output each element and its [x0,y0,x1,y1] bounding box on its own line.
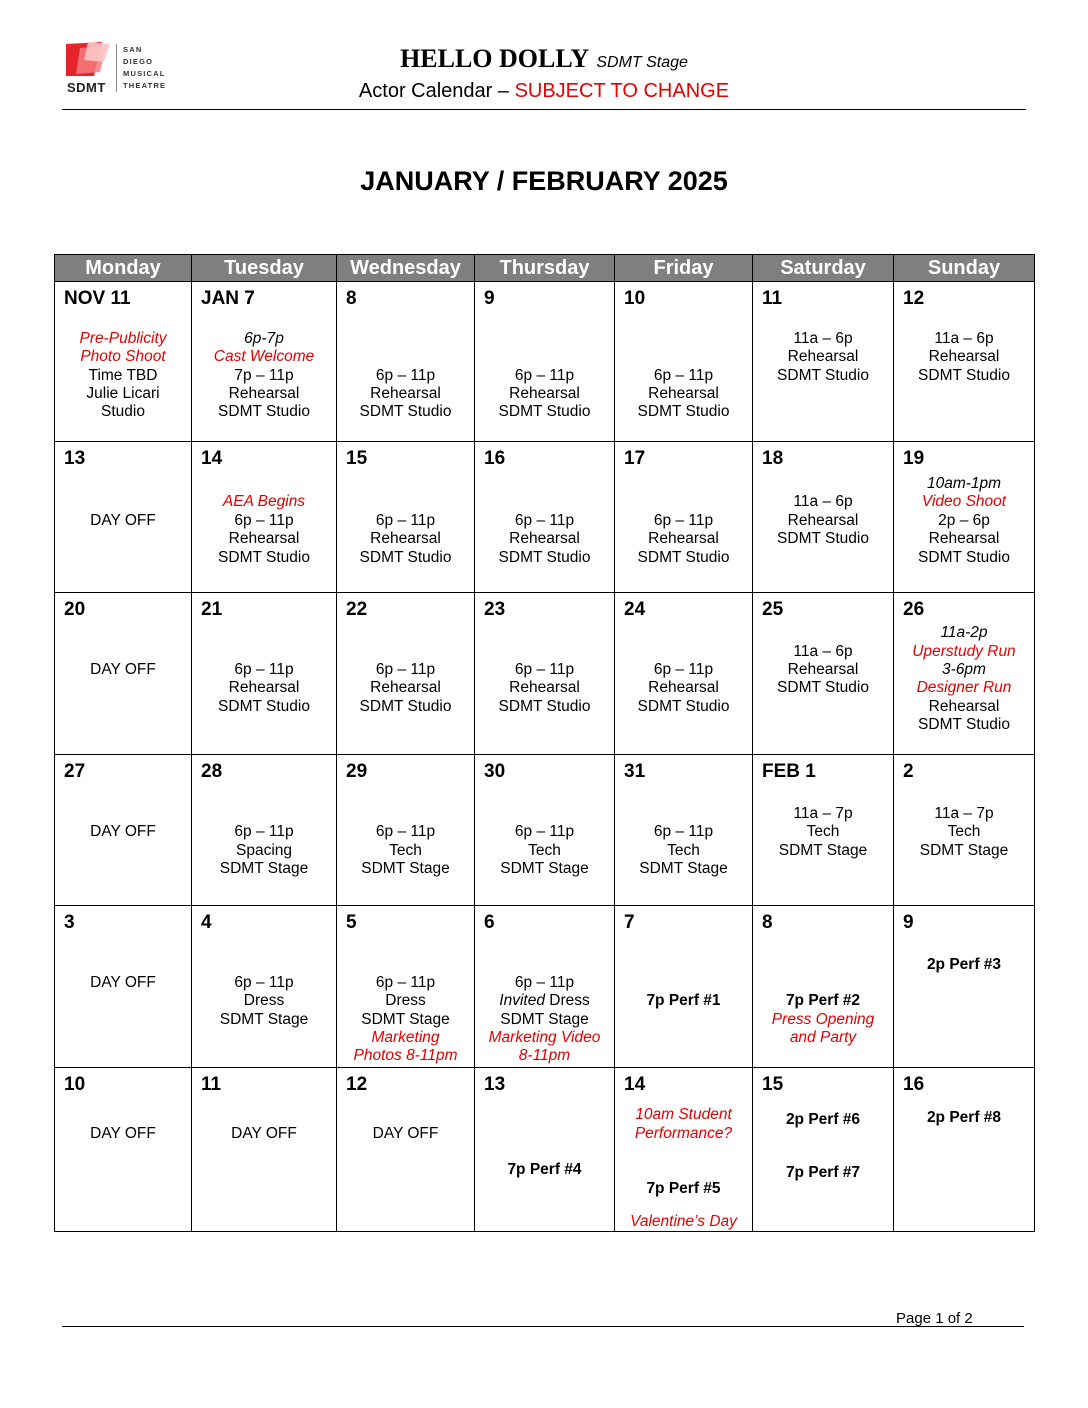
event-line: 6p – 11p [514,367,575,384]
event-line: Cast Welcome [213,348,315,365]
day-cell [894,755,1035,906]
day-date: 24 [624,599,646,620]
weekday-header: Saturday [753,255,894,282]
event-line: AEA Begins [222,493,306,510]
week-row [55,593,1035,755]
calendar-table [54,254,1035,1232]
event-line: Rehearsal [648,385,719,402]
day-date: 31 [624,761,646,782]
day-date: 14 [201,448,223,469]
event-line: SDMT Studio [359,549,452,566]
event-line: SDMT Stage [361,860,450,877]
event-line: SDMT Studio [218,403,310,420]
event-line: Tech [389,842,422,859]
event-line-italic: Invited [499,992,545,1009]
day-date: 6 [484,912,495,933]
event-line: 11a – 6p [793,330,853,347]
day-cell [615,1068,753,1232]
day-cell [475,593,615,755]
day-date: 29 [346,761,368,782]
event-line: SDMT Studio [777,367,869,384]
weekday-header: Tuesday [192,255,337,282]
day-cell [55,1068,192,1232]
weekday-header: Friday [615,255,753,282]
event-line: Rehearsal [228,679,300,696]
day-date: 20 [64,599,86,620]
day-date: 15 [762,1074,784,1095]
event-line: 6p – 11p [234,661,294,678]
day-cell [475,442,615,593]
event-line: Rehearsal [370,530,441,547]
event-line: SDMT Stage [500,1011,589,1028]
day-date: 10 [624,288,646,309]
event-line: Rehearsal [787,348,859,365]
logo-word: DIEGO [123,57,154,66]
show-title: HELLO DOLLY [400,44,590,73]
day-cell [753,442,894,593]
event-line: SDMT Stage [361,1011,450,1028]
day-cell [615,593,753,755]
event-line: 6p – 11p [234,974,294,991]
event-line: Performance? [634,1125,733,1142]
day-date: 15 [346,448,368,469]
event-line: 7p Perf #2 [785,992,861,1009]
event-line: Rehearsal [787,661,859,678]
day-cell [337,1068,475,1232]
event-line: 6p – 11p [653,661,714,678]
day-date: 25 [762,599,784,620]
event-line: 11a – 6p [934,330,994,347]
event-line: 11a – 7p [793,805,853,822]
day-cell [55,906,192,1068]
day-date: 9 [484,288,495,309]
event-line: Rehearsal [928,530,1000,547]
event-line: Uperstudy Run [912,643,1016,660]
weekday-header: Monday [55,255,192,282]
day-cell [55,442,192,593]
day-date: 23 [484,599,506,620]
day-cell [753,755,894,906]
event-line: Rehearsal [228,530,300,547]
day-date: FEB 1 [762,761,816,782]
weekday-header: Sunday [894,255,1035,282]
day-date: 21 [201,599,223,620]
day-cell [192,282,337,442]
day-cell [192,906,337,1068]
event-line: Tech [806,823,840,840]
event-line: Marketing Video [488,1029,601,1046]
day-date: 5 [346,912,357,933]
day-cell [615,282,753,442]
event-line: 7p Perf #7 [785,1164,861,1181]
event-line: Rehearsal [509,385,580,402]
day-date: 12 [903,288,925,309]
event-line: 10am-1pm [926,475,1002,492]
event-line: SDMT Studio [637,698,730,715]
event-line: 6p-7p [244,330,284,347]
event-line: 6p – 11p [653,512,714,529]
event-line: Dress [385,992,426,1009]
day-cell [894,593,1035,755]
event-line: 11a-2p [940,624,988,641]
event-line: 6p – 11p [375,823,436,840]
day-cell [615,442,753,593]
event-line: SDMT Studio [777,679,869,696]
day-cell [475,755,615,906]
week-row [55,755,1035,906]
event-line: 11a – 6p [793,643,853,660]
event-line: Pre-Publicity [79,330,167,347]
event-line: 6p – 11p [375,974,436,991]
day-date: 8 [762,912,773,933]
event-line: Designer Run [916,679,1012,696]
event-line: Photo Shoot [80,348,166,365]
document-header [0,43,1088,104]
event-line: 10am Student [635,1106,732,1123]
week-row [55,282,1035,442]
day-cell [192,442,337,593]
event-line: 6p – 11p [234,512,294,529]
event-line: SDMT Studio [359,403,452,420]
event-line: Tech [528,842,561,859]
day-cell [337,442,475,593]
event-line: Rehearsal [370,385,441,402]
subtitle-alert: SUBJECT TO CHANGE [514,80,730,102]
weekday-header: Thursday [475,255,615,282]
event-line: SDMT Studio [918,549,1010,566]
event-line: Rehearsal [509,530,580,547]
event-line: Rehearsal [928,348,1000,365]
footer-divider [62,1326,1024,1327]
event-line: DAY OFF [90,1125,156,1142]
day-date: 2 [903,761,914,782]
day-date: 11 [201,1074,222,1095]
day-date: NOV 11 [64,288,131,309]
event-line: Julie Licari [86,385,160,402]
event-line: DAY OFF [90,823,156,840]
event-line: 11a – 6p [793,493,853,510]
day-date: 16 [903,1074,925,1095]
event-line: 6p – 11p [653,823,714,840]
event-line: SDMT Studio [218,698,310,715]
event-line: 11a – 7p [934,805,994,822]
event-line: 6p – 11p [375,661,436,678]
day-date: 12 [346,1074,368,1095]
event-line: DAY OFF [90,974,156,991]
day-cell [475,1068,615,1232]
event-line: SDMT Stage [778,842,868,859]
event-line: 2p Perf #3 [926,956,1002,973]
event-line: SDMT Studio [359,698,452,715]
day-date: 19 [903,448,925,469]
event-line: 2p Perf #6 [785,1111,861,1128]
day-cell [753,906,894,1068]
day-cell [615,755,753,906]
event-line: 6p – 11p [514,823,575,840]
event-line: Tech [667,842,700,859]
day-date: 18 [762,448,784,469]
event-line: 8-11pm [518,1047,571,1064]
logo-word: MUSICAL [123,69,166,78]
event-line: Valentine’s Day [630,1213,737,1230]
weekday-header-row [55,255,1035,282]
event-line: SDMT Studio [498,403,591,420]
event-line [475,992,614,1010]
event-line: Spacing [235,842,292,859]
day-cell [337,282,475,442]
show-title-line [0,43,1088,78]
month-title: JANUARY / FEBRUARY 2025 [360,166,728,196]
day-cell [753,282,894,442]
event-line: 6p – 11p [514,974,575,991]
day-cell [475,282,615,442]
day-date: 11 [762,288,783,309]
day-cell [894,906,1035,1068]
day-date: 27 [64,761,86,782]
day-date: 10 [64,1074,86,1095]
weekday-header: Wednesday [337,255,475,282]
day-cell [192,593,337,755]
logo-word: SAN [123,45,143,54]
subtitle-prefix: Actor Calendar – [358,80,515,102]
day-cell [192,1068,337,1232]
event-line: 6p – 11p [514,512,575,529]
event-line: SDMT Studio [498,549,591,566]
event-line: SDMT Stage [919,842,1009,859]
event-line: 2p Perf #8 [926,1109,1002,1126]
event-line: SDMT Studio [498,698,591,715]
day-cell [615,906,753,1068]
header-divider [62,109,1026,110]
day-date: 3 [64,912,75,933]
event-line: DAY OFF [90,661,156,678]
event-line: SDMT Studio [777,530,869,547]
day-cell [192,755,337,906]
day-date: 22 [346,599,368,620]
event-line: Rehearsal [648,679,719,696]
event-line: Rehearsal [228,385,300,402]
calendar-subtitle [0,78,1088,104]
event-line: 6p – 11p [375,512,436,529]
event-line: Rehearsal [370,679,441,696]
event-line: Rehearsal [509,679,580,696]
event-line: 7p – 11p [234,367,294,384]
day-date: 13 [64,448,86,469]
page-number: Page 1 of 2 [896,1310,973,1327]
event-line-rest: Dress [544,992,590,1009]
event-line: Marketing [371,1029,440,1046]
event-line: and Party [789,1029,857,1046]
day-cell [337,593,475,755]
day-cell [475,906,615,1068]
event-line: SDMT Studio [637,549,730,566]
day-cell [55,755,192,906]
event-line: Press Opening [771,1011,875,1028]
event-line: Studio [101,403,145,420]
show-venue: SDMT Stage [596,54,688,71]
week-row [55,442,1035,593]
event-line: SDMT Studio [637,403,730,420]
event-line: SDMT Stage [219,1011,309,1028]
event-line: SDMT Studio [918,716,1010,733]
day-date: 8 [346,288,357,309]
day-date: 16 [484,448,506,469]
event-line: Tech [947,823,981,840]
event-line: SDMT Stage [500,860,589,877]
event-line: 7p Perf #1 [646,992,721,1009]
day-date: 7 [624,912,635,933]
event-line: SDMT Stage [219,860,309,877]
day-cell [337,906,475,1068]
event-line: 6p – 11p [375,367,436,384]
event-line: Rehearsal [787,512,859,529]
day-cell [55,593,192,755]
day-cell [894,1068,1035,1232]
event-line: Video Shoot [921,493,1007,510]
event-line: Time TBD [88,367,158,384]
day-cell [753,593,894,755]
day-date: 30 [484,761,506,782]
day-cell [753,1068,894,1232]
event-line: Rehearsal [648,530,719,547]
event-line: 6p – 11p [653,367,714,384]
day-date: 28 [201,761,223,782]
day-cell [337,755,475,906]
day-cell [55,282,192,442]
event-line: Photos 8-11pm [353,1047,458,1064]
week-row [55,906,1035,1068]
day-date: 14 [624,1074,646,1095]
event-line: Rehearsal [928,698,1000,715]
event-line: DAY OFF [90,512,156,529]
event-line: 2p – 6p [938,512,990,529]
event-line: SDMT Studio [918,367,1010,384]
day-date: JAN 7 [201,288,255,309]
day-date: 26 [903,599,925,620]
event-line: 7p Perf #5 [646,1180,721,1197]
day-date: 13 [484,1074,506,1095]
week-row [55,1068,1035,1232]
logo-word: THEATRE [123,81,167,90]
event-line: 7p Perf #4 [507,1161,582,1178]
day-date: 17 [624,448,646,469]
event-line: SDMT Stage [639,860,728,877]
logo-abbreviation: SDMT [67,80,106,95]
day-cell [894,442,1035,593]
event-line: 6p – 11p [234,823,294,840]
event-line: SDMT Studio [218,549,310,566]
event-line: DAY OFF [372,1125,439,1142]
day-date: 9 [903,912,914,933]
event-line: DAY OFF [231,1125,297,1142]
day-cell [894,282,1035,442]
event-line: 6p – 11p [514,661,575,678]
day-date: 4 [201,912,212,933]
event-line: 3-6pm [942,661,986,678]
event-line: Dress [243,992,285,1009]
